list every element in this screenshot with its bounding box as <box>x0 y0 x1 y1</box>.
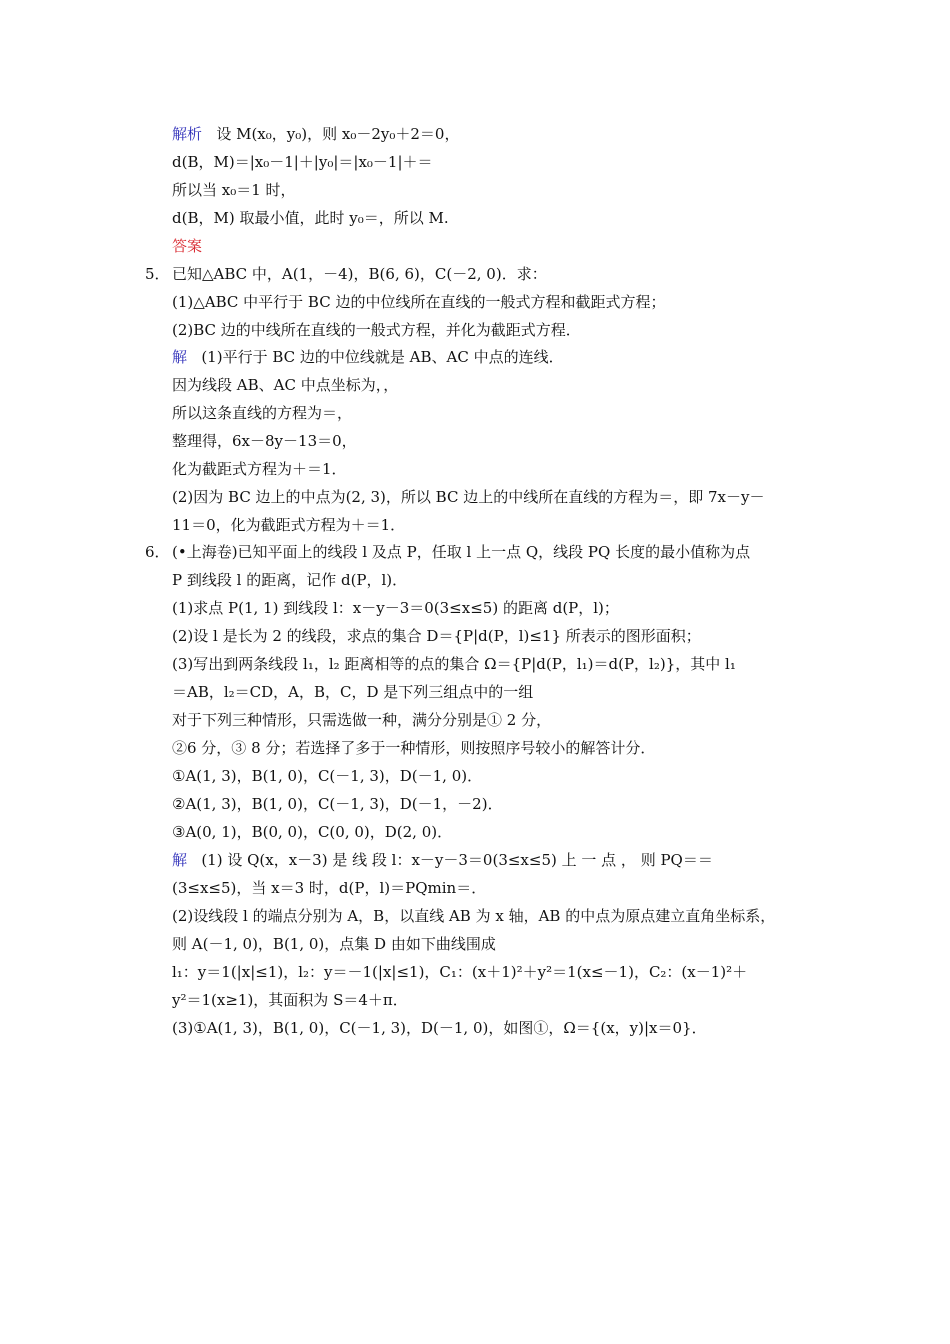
prev-solution-line-2: d(B，M)＝|x₀－1|＋|y₀|＝|x₀－1|＋＝ <box>172 153 433 171</box>
jiexi-label: 解析 <box>172 125 203 143</box>
q6-number: 6． <box>145 543 170 561</box>
q5-part-1: (1)△ABC 中平行于 BC 边的中位线所在直线的一般式方程和截距式方程； <box>172 293 666 311</box>
q6-solution-line-1 <box>172 850 713 870</box>
q5-solution-text-1: (1)平行于 BC 边的中位线就是 AB、AC 中点的连线． <box>201 348 564 366</box>
q6-solution-line-6: y²＝1(x≥1)，其面积为 S＝4＋π． <box>172 991 408 1009</box>
q5-solution-line-1 <box>172 347 564 367</box>
q5-stem: 已知△ABC 中，A(1，－4)，B(6, 6)，C(－2, 0)．求： <box>172 265 547 283</box>
q5-solution-line-3: 所以这条直线的方程为＝， <box>172 404 353 422</box>
q6-solution-line-5: l₁：y＝1(|x|≤1)，l₂：y＝－1(|x|≤1)，C₁：(x＋1)²＋y²＝1(x≤－1)，C₂：(x－1)²＋ <box>172 963 748 981</box>
prev-solution-line-3: 所以当 x₀＝1 时， <box>172 181 296 199</box>
q6-solution-label: 解 <box>172 851 188 869</box>
prev-solution-line-1 <box>172 124 459 144</box>
q6-part-3d: ②6 分，③ 8 分；若选择了多于一种情形，则按照序号较小的解答计分． <box>172 739 656 757</box>
q6-stem-2: P 到线段 l 的距离，记作 d(P，l)． <box>172 571 408 589</box>
q6-part-3c: 对于下列三种情形，只需选做一种，满分分别是① 2 分， <box>172 711 552 729</box>
q5-part-2: (2)BC 边的中线所在直线的一般式方程，并化为截距式方程． <box>172 321 581 339</box>
answer-label: 答案 <box>172 237 203 255</box>
q6-solution-line-7: (3)①A(1, 3)，B(1, 0)，C(－1, 3)，D(－1, 0)，如图①，Ω＝{(x，y)|x＝0}． <box>172 1019 707 1037</box>
q6-part-1: (1)求点 P(1, 1) 到线段 l：x－y－3＝0(3≤x≤5) 的距离 d(P，l)； <box>172 599 619 617</box>
q5-solution-line-4: 整理得，6x－8y－13＝0， <box>172 432 357 450</box>
q6-stem-1: (•上海卷)已知平面上的线段 l 及点 P，任取 l 上一点 Q，线段 PQ 长度的最小值称为点 <box>172 543 751 561</box>
q6-option-3: ③A(0, 1)，B(0, 0)，C(0, 0)，D(2, 0)． <box>172 823 453 841</box>
q5-solution-line-7: 11＝0，化为截距式方程为＋＝1． <box>172 516 406 534</box>
q5-solution-line-6: (2)因为 BC 边上的中点为(2, 3)，所以 BC 边上的中线所在直线的方程为＝，即 7x－y－ <box>172 488 765 506</box>
q6-part-3b: ＝AB，l₂＝CD，A，B，C，D 是下列三组点中的一组 <box>172 683 534 701</box>
q6-solution-line-4: 则 A(－1, 0)，B(1, 0)，点集 D 由如下曲线围成 <box>172 935 496 953</box>
q5-solution-line-2: 因为线段 AB、AC 中点坐标为，， <box>172 376 399 394</box>
q6-solution-line-2: (3≤x≤5)，当 x＝3 时，d(P，l)＝PQmin＝． <box>172 879 487 897</box>
q6-option-1: ①A(1, 3)，B(1, 0)，C(－1, 3)，D(－1, 0)． <box>172 767 483 785</box>
q6-part-2: (2)设 l 是长为 2 的线段，求点的集合 D＝{P|d(P，l)≤1} 所表示的图形面积； <box>172 627 701 645</box>
q5-solution-label: 解 <box>172 348 188 366</box>
q5-number: 5． <box>145 265 170 283</box>
prev-text-1: 设 M(x₀，y₀)，则 x₀－2y₀＋2＝0， <box>216 125 460 143</box>
q5-solution-line-5: 化为截距式方程为＋＝1． <box>172 460 347 478</box>
q6-solution-line-3: (2)设线段 l 的端点分别为 A，B，以直线 AB 为 x 轴，AB 的中点为原点建立直角坐标系， <box>172 907 776 925</box>
q6-option-2: ②A(1, 3)，B(1, 0)，C(－1, 3)，D(－1，－2)． <box>172 795 503 813</box>
q6-part-3a: (3)写出到两条线段 l₁，l₂ 距离相等的点的集合 Ω＝{P|d(P，l₁)＝d(P，l₂)}，其中 l₁ <box>172 655 736 673</box>
prev-solution-line-4: d(B，M) 取最小值，此时 y₀＝，所以 M. <box>172 209 449 227</box>
q6-solution-text-1: (1) 设 Q(x，x－3) 是 线 段 l：x－y－3＝0(3≤x≤5) 上 一 点 ， 则 PQ＝＝ <box>201 851 713 869</box>
